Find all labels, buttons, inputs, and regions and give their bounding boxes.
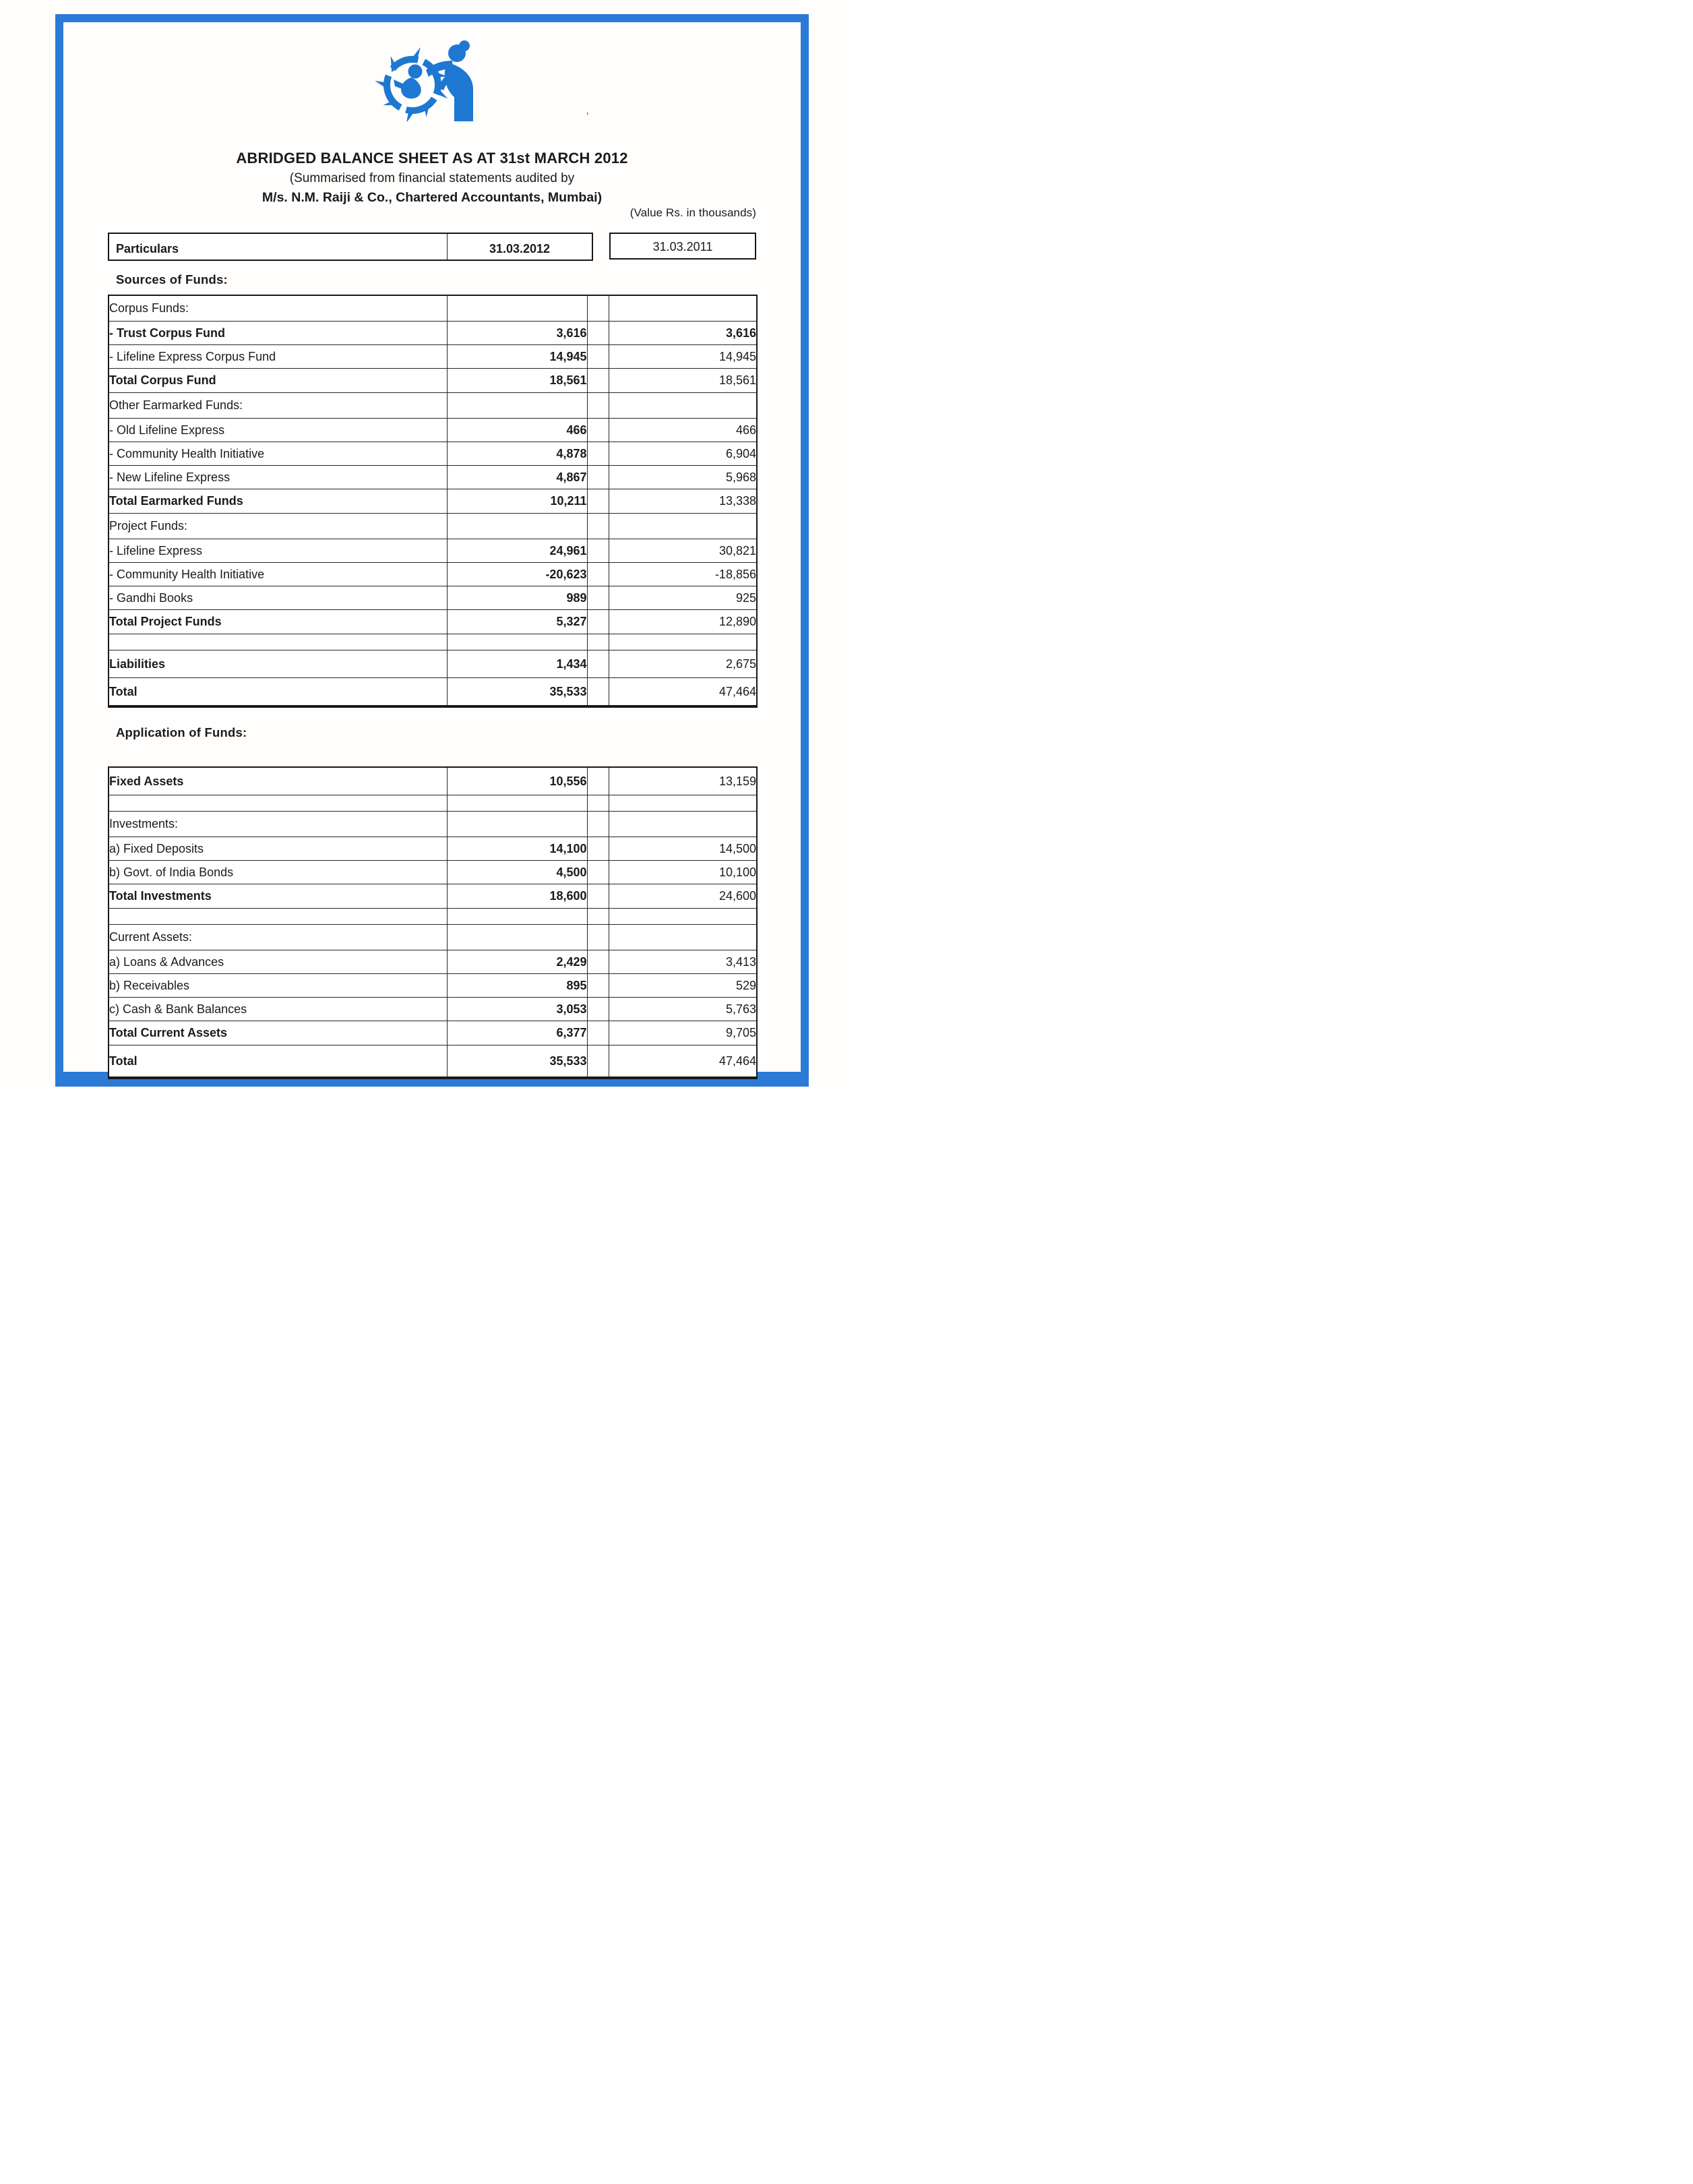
header-col-2012: 31.03.2012 [489, 242, 551, 255]
row-label: b) Govt. of India Bonds [109, 861, 447, 884]
value-2012 [447, 812, 587, 837]
value-2011: 3,616 [609, 322, 757, 345]
value-2011: 13,159 [609, 767, 757, 795]
value-2011: -18,856 [609, 563, 757, 586]
value-2012: 4,867 [447, 466, 587, 489]
gutter-cell [587, 812, 609, 837]
value-2011: 47,464 [609, 678, 757, 707]
table-row [109, 678, 757, 707]
row-label: - Lifeline Express Corpus Fund [109, 345, 447, 369]
gutter-cell [587, 539, 609, 563]
gutter-cell [587, 442, 609, 466]
row-label: Total Project Funds [109, 610, 447, 634]
row-label: Total Current Assets [109, 1021, 447, 1045]
header-particulars: Particulars [109, 234, 448, 260]
value-2011: 30,821 [609, 539, 757, 563]
organisation-logo [371, 38, 487, 121]
row-label: a) Loans & Advances [109, 950, 447, 974]
table-row [109, 514, 757, 539]
gutter-cell [587, 767, 609, 795]
table-row [109, 1045, 757, 1079]
gutter-cell [587, 1021, 609, 1045]
value-2012: -20,623 [447, 563, 587, 586]
table-row [109, 295, 757, 322]
gutter-cell [587, 345, 609, 369]
row-label: a) Fixed Deposits [109, 837, 447, 861]
gutter-cell [587, 974, 609, 998]
gutter-cell [587, 650, 609, 678]
scanned-balance-sheet-page [0, 0, 846, 1092]
value-2011: 6,904 [609, 442, 757, 466]
gutter-cell [587, 322, 609, 345]
table-row [109, 586, 757, 610]
page-title: ABRIDGED BALANCE SHEET AS AT 31st MARCH 2012 [236, 150, 628, 166]
page-subtitle-line2: M/s. N.M. Raiji & Co., Chartered Accountants, Mumbai) [261, 190, 603, 205]
scan-artifact-mark: ’ [586, 111, 589, 122]
value-2011: 2,675 [609, 650, 757, 678]
gutter-cell [587, 925, 609, 950]
value-2011: 10,100 [609, 861, 757, 884]
page-subtitle-line1: (Summarised from financial statements audited by [289, 171, 575, 185]
value-2012: 24,961 [447, 539, 587, 563]
gutter-cell [587, 419, 609, 442]
row-label: - New Lifeline Express [109, 466, 447, 489]
value-2011 [609, 909, 757, 925]
value-2011: 9,705 [609, 1021, 757, 1045]
table-row [109, 861, 757, 884]
table-row [109, 950, 757, 974]
row-label: c) Cash & Bank Balances [109, 998, 447, 1021]
gutter-cell [587, 563, 609, 586]
value-2011 [609, 634, 757, 650]
gutter-cell [587, 950, 609, 974]
value-2012: 3,053 [447, 998, 587, 1021]
value-2012 [447, 514, 587, 539]
value-2012: 895 [447, 974, 587, 998]
value-2011: 13,338 [609, 489, 757, 514]
gutter-cell [587, 795, 609, 812]
table-row [109, 442, 757, 466]
gutter-cell [587, 884, 609, 909]
value-2011: 12,890 [609, 610, 757, 634]
value-2011 [609, 295, 757, 322]
gutter-cell [587, 610, 609, 634]
value-2011: 5,763 [609, 998, 757, 1021]
value-unit-note: (Value Rs. in thousands) [629, 206, 756, 219]
gutter-cell [587, 466, 609, 489]
value-2012 [447, 393, 587, 419]
table-row [109, 393, 757, 419]
table-row [109, 795, 757, 812]
row-label: Total Earmarked Funds [109, 489, 447, 514]
value-2012 [447, 795, 587, 812]
gutter-cell [587, 678, 609, 707]
gutter-cell [587, 393, 609, 419]
sources-of-funds-table [108, 295, 758, 708]
gutter-cell [587, 861, 609, 884]
value-2012: 18,600 [447, 884, 587, 909]
value-2011: 14,500 [609, 837, 757, 861]
row-label: Investments: [109, 812, 447, 837]
value-2012: 35,533 [447, 678, 587, 707]
row-label: Total [109, 1045, 447, 1079]
value-2011: 529 [609, 974, 757, 998]
table-row [109, 610, 757, 634]
table-row [109, 419, 757, 442]
value-2012: 18,561 [447, 369, 587, 393]
gutter-cell [587, 489, 609, 514]
table-row [109, 634, 757, 650]
row-label [109, 795, 447, 812]
value-2012 [447, 634, 587, 650]
value-2012: 4,500 [447, 861, 587, 884]
row-label: - Old Lifeline Express [109, 419, 447, 442]
title-block [55, 150, 809, 206]
row-label: Fixed Assets [109, 767, 447, 795]
gutter-cell [587, 514, 609, 539]
row-label: Current Assets: [109, 925, 447, 950]
table-row [109, 884, 757, 909]
row-label: - Gandhi Books [109, 586, 447, 610]
value-2012: 14,100 [447, 837, 587, 861]
header-col-2011-box: 31.03.2011 [609, 233, 756, 260]
table-row [109, 563, 757, 586]
row-label: Other Earmarked Funds: [109, 393, 447, 419]
value-2011 [609, 925, 757, 950]
sources-of-funds-heading: Sources of Funds: [116, 272, 228, 286]
value-2011: 47,464 [609, 1045, 757, 1079]
gutter-cell [587, 586, 609, 610]
row-label: - Community Health Initiative [109, 442, 447, 466]
row-label: Total Corpus Fund [109, 369, 447, 393]
adult-lifting-child-from-thorn-wreath-icon [371, 38, 487, 121]
row-label [109, 909, 447, 925]
gutter-cell [587, 837, 609, 861]
application-of-funds-table [108, 766, 758, 1079]
value-2011: 24,600 [609, 884, 757, 909]
table-row [109, 998, 757, 1021]
row-label: Total [109, 678, 447, 707]
value-2012: 10,556 [447, 767, 587, 795]
application-of-funds-heading: Application of Funds: [116, 725, 247, 739]
table-row [109, 767, 757, 795]
value-2012: 6,377 [447, 1021, 587, 1045]
value-2011: 5,968 [609, 466, 757, 489]
table-row [109, 489, 757, 514]
value-2011 [609, 812, 757, 837]
value-2012: 466 [447, 419, 587, 442]
value-2012: 14,945 [447, 345, 587, 369]
row-label [109, 634, 447, 650]
table-row [109, 1021, 757, 1045]
table-row [109, 812, 757, 837]
gutter-cell [587, 369, 609, 393]
row-label: Total Investments [109, 884, 447, 909]
table-row [109, 650, 757, 678]
value-2012 [447, 925, 587, 950]
value-2012: 10,211 [447, 489, 587, 514]
value-2011 [609, 514, 757, 539]
gutter-cell [587, 634, 609, 650]
value-2012: 4,878 [447, 442, 587, 466]
table-row [109, 322, 757, 345]
gutter-cell [587, 295, 609, 322]
value-2012: 35,533 [447, 1045, 587, 1079]
value-2012: 989 [447, 586, 587, 610]
row-label: Project Funds: [109, 514, 447, 539]
row-label: Corpus Funds: [109, 295, 447, 322]
value-2012 [447, 909, 587, 925]
table-row [109, 466, 757, 489]
table-row [109, 345, 757, 369]
row-label: Liabilities [109, 650, 447, 678]
gutter-cell [587, 1045, 609, 1079]
value-2012: 2,429 [447, 950, 587, 974]
value-2012: 5,327 [447, 610, 587, 634]
gutter-cell [587, 998, 609, 1021]
value-2012 [447, 295, 587, 322]
gutter-cell [587, 909, 609, 925]
value-2011: 3,413 [609, 950, 757, 974]
value-2011 [609, 795, 757, 812]
row-label: - Trust Corpus Fund [109, 322, 447, 345]
row-label: b) Receivables [109, 974, 447, 998]
value-2012: 1,434 [447, 650, 587, 678]
table-row [109, 974, 757, 998]
value-2011: 466 [609, 419, 757, 442]
value-2011: 925 [609, 586, 757, 610]
table-row [109, 909, 757, 925]
table-row [109, 539, 757, 563]
value-2012: 3,616 [447, 322, 587, 345]
value-2011: 18,561 [609, 369, 757, 393]
table-header-box [108, 233, 593, 261]
table-row [109, 369, 757, 393]
value-2011 [609, 393, 757, 419]
row-label: - Community Health Initiative [109, 563, 447, 586]
value-2011: 14,945 [609, 345, 757, 369]
row-label: - Lifeline Express [109, 539, 447, 563]
table-row [109, 837, 757, 861]
table-row [109, 925, 757, 950]
